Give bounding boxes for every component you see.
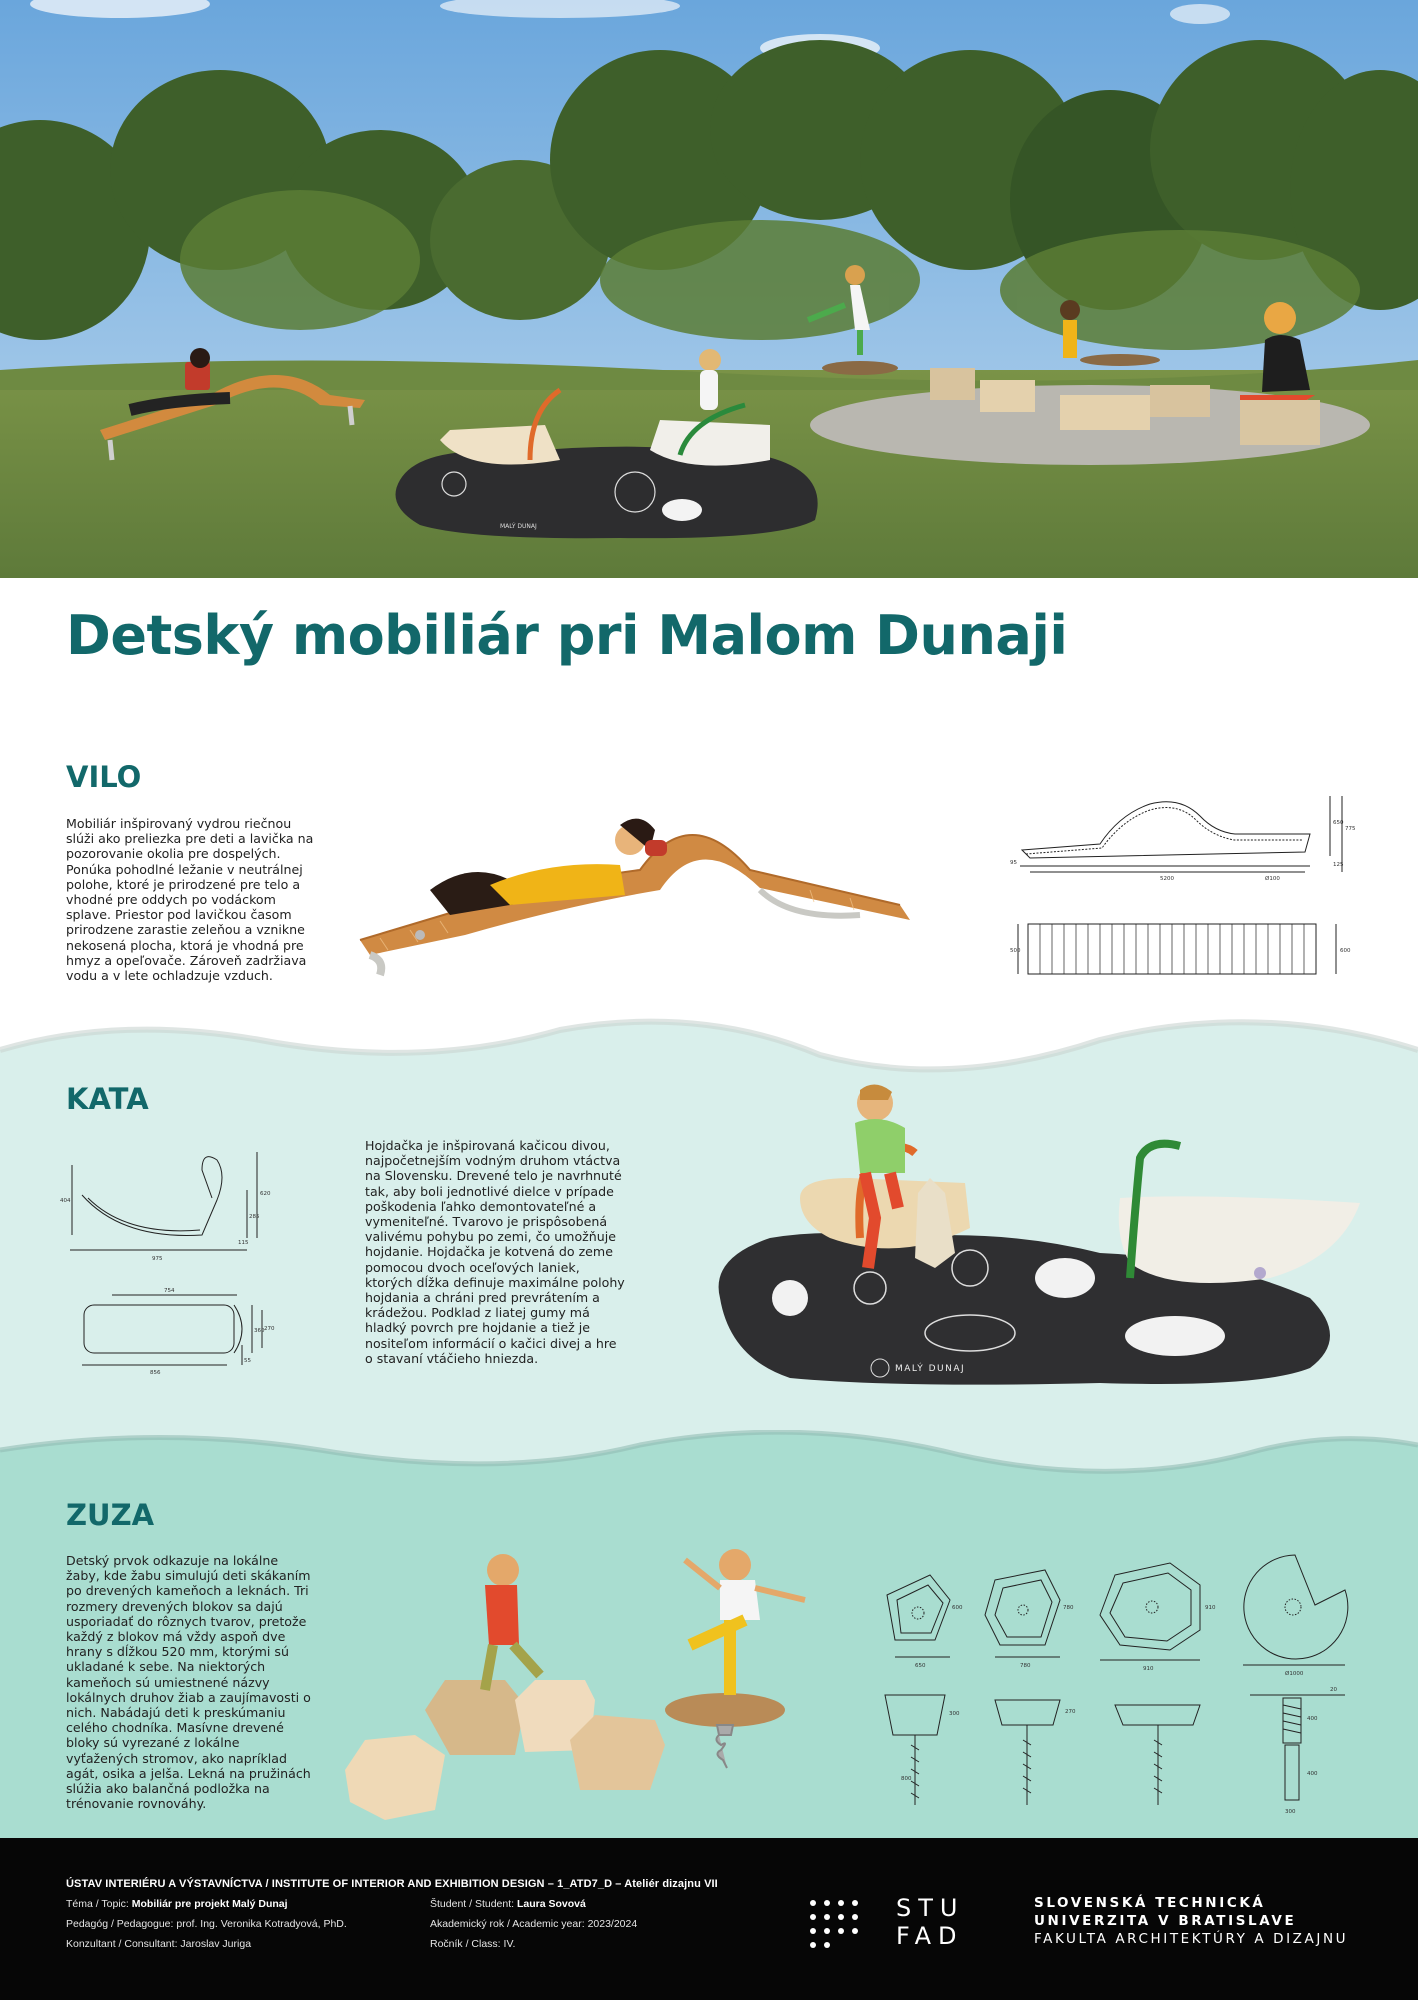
section-text-kata: Hojdačka je inšpirovaná kačicou divou, najpočetnejším vodným druhom vtáctva na Slovensku. Drevené telo je navrhnuté tak, aby boli jednotlivé dielce v prípade poškodenia ľahko demontovateľné a vymeniteľné. Tvarovo je prispôsobená valivému pohybu po zemi, čo umožňuje hojdanie. Hojdačka je kotvená do zeme pomocou dvoch oceľových laniek, ktorých dĺžka definuje maximálne polohy hojdania a chráni pred prevrátením a krádežou. Podklad z liatej gumy má hladký povrch pre hojdanie a tiež je nositeľom informácií o kačici divej a hre o stavaní vtáčieho hniezda.	[365, 1138, 625, 1366]
footer-topic-label: Téma / Topic:	[66, 1898, 129, 1910]
university-name	[1034, 1894, 1348, 1948]
section-heading-kata: KATA	[66, 1082, 149, 1116]
footer	[0, 1838, 1418, 2000]
hero-photo	[0, 0, 1418, 578]
university-line-3: FAKULTA ARCHITEKTÚRY A DIZAJNU	[1034, 1931, 1349, 1947]
dim-zuza-spring: 400	[1307, 1716, 1318, 1722]
dim-zuza-mid-height: 270	[1065, 1709, 1076, 1715]
footer-class-label: Ročník / Class:	[430, 1938, 501, 1950]
vilo-bench-illustration	[340, 770, 940, 980]
dim-zuza-mid-depth: 780	[1063, 1605, 1074, 1611]
footer-consultant-value: Jaroslav Juriga	[180, 1938, 252, 1950]
zuza-block-2	[425, 1680, 525, 1755]
dim-kata-handle: 285	[249, 1214, 260, 1220]
vilo-render	[340, 770, 940, 980]
dim-kata-total-height: 620	[260, 1191, 271, 1197]
dim-zuza-mid-width: 780	[1020, 1663, 1031, 1669]
footer-pedagogue	[66, 1918, 347, 1930]
section-heading-vilo: VILO	[66, 760, 142, 794]
dim-zuza-block-height: 300	[949, 1711, 960, 1717]
university-line-1: SLOVENSKÁ TECHNICKÁ	[1034, 1895, 1266, 1911]
section-heading-zuza: ZUZA	[66, 1498, 155, 1532]
footer-pedagogue-label: Pedagóg / Pedagogue:	[66, 1918, 174, 1930]
footer-class	[430, 1938, 515, 1950]
dim-kata-plan-width-b: 270	[264, 1326, 275, 1332]
vilo-plan-slats	[1040, 924, 1304, 974]
dim-vilo-base: 125	[1333, 862, 1344, 868]
dim-kata-plan-total: 856	[150, 1370, 161, 1376]
dim-zuza-large-depth: 910	[1205, 1605, 1216, 1611]
stu-logo-top: STU	[896, 1894, 965, 1922]
footer-topic	[66, 1898, 288, 1910]
kata-mat-logo: MALÝ DUNAJ	[895, 1364, 966, 1374]
footer-consultant-label: Konzultant / Consultant:	[66, 1938, 178, 1950]
university-line-2: UNIVERZITA V BRATISLAVE	[1034, 1913, 1297, 1929]
stu-logo-text	[896, 1894, 964, 1950]
dim-kata-length: 975	[152, 1256, 163, 1262]
zuza-render	[335, 1540, 815, 1830]
dim-zuza-post-base: 300	[1285, 1809, 1296, 1815]
section-text-vilo: Mobiliár inšpirovaný vydrou riečnou slúži ako preliezka pre deti a lavička na pozorovanie okolia pre dospelých. Ponúka pohodlné ležanie v neutrálnej polohe, ktoré je prirodzené pre telo a vhodné pre oddych po vodáckom splave. Priestor pod lavičkou časom prirodzene zarastie zeleňou a vznikne nekosená plocha, ktorá je vhodná pre hmyz a opeľovače. Zároveň zadržiava vodu a v lete ochladzuje vzduch.	[66, 816, 314, 984]
vilo-technical-drawing	[1010, 784, 1360, 994]
dim-vilo-diameter: Ø100	[1265, 876, 1280, 882]
dim-kata-plan-width-a: 360	[254, 1328, 265, 1334]
dim-vilo-length: 5200	[1160, 876, 1174, 882]
dim-kata-height: 404	[60, 1198, 71, 1204]
footer-student	[430, 1898, 586, 1910]
footer-student-value: Laura Sovová	[516, 1898, 586, 1910]
hero-mat-logo: MALÝ DUNAJ	[500, 523, 537, 530]
footer-pedagogue-value: prof. Ing. Veronika Kotradyová, PhD.	[176, 1918, 347, 1930]
footer-topic-value: Mobiliár pre projekt Malý Dunaj	[131, 1898, 288, 1910]
dim-kata-plan-length: 754	[164, 1288, 175, 1294]
zuza-block-4	[570, 1715, 665, 1790]
zuza-technical-drawings	[875, 1545, 1355, 1825]
dim-vilo-height-a: 650	[1333, 820, 1344, 826]
poster-title: Detský mobiliár pri Malom Dunaji	[66, 604, 1068, 667]
hero-scene	[0, 0, 1418, 578]
stu-logo-bottom: FAD	[896, 1922, 964, 1950]
dim-vilo-width-a: 500	[1010, 948, 1021, 954]
dim-zuza-small-width: 650	[915, 1663, 926, 1669]
kata-technical-drawing	[52, 1140, 282, 1390]
footer-class-value: IV.	[503, 1938, 516, 1950]
dim-zuza-large-width: 910	[1143, 1666, 1154, 1672]
dim-vilo-width-b: 600	[1340, 948, 1351, 954]
footer-institute: ÚSTAV INTERIÉRU A VÝSTAVNÍCTVA / INSTITUTE OF INTERIOR AND EXHIBITION DESIGN – 1_ATD7_D – Ateliér dizajnu VII	[66, 1878, 718, 1890]
footer-student-label: Študent / Student:	[430, 1898, 515, 1910]
dim-kata-base: 115	[238, 1240, 249, 1246]
dim-zuza-post: 400	[1307, 1771, 1318, 1777]
lily-pad	[665, 1693, 785, 1727]
dim-zuza-pad-thickness: 20	[1330, 1687, 1337, 1693]
footer-year	[430, 1918, 637, 1930]
footer-consultant	[66, 1938, 251, 1950]
dim-zuza-lily-diameter: Ø1000	[1285, 1671, 1304, 1677]
dim-vilo-height-b: 775	[1345, 826, 1356, 832]
dim-vilo-offset: 95	[1010, 860, 1017, 866]
dim-zuza-anchor: 800	[901, 1776, 912, 1782]
footer-year-value: 2023/2024	[587, 1918, 638, 1930]
footer-year-label: Akademický rok / Academic year:	[430, 1918, 585, 1930]
stu-dot-grid-icon	[808, 1898, 872, 1952]
dim-kata-plan-offset: 55	[244, 1358, 251, 1364]
kata-render	[700, 1078, 1360, 1398]
dim-zuza-small-depth: 600	[952, 1605, 963, 1611]
section-text-zuza: Detský prvok odkazuje na lokálne žaby, kde žabu simulujú deti skákaním po drevených kameňoch a leknách. Tri rozmery drevených blokov sa dajú usporiadať do rôznych tvarov, pretože každý z blokov má vždy aspoň dve hrany s dĺžkou 520 mm, ktorými sú ukladané k sebe. Na niektorých kameňoch sú umiestnené názvy lokálnych druhov žiab a zaujímavosti o nich. Nabádajú deti k preskúmaniu celého chodníka. Masívne drevené bloky sú vyrezané z lokálne vyťažených stromov, ako napríklad agát, osika a jelša. Lekná na pružinách slúžia ako balančná podložka na trénovanie rovnováhy.	[66, 1553, 311, 1812]
zuza-block-1	[345, 1735, 445, 1820]
